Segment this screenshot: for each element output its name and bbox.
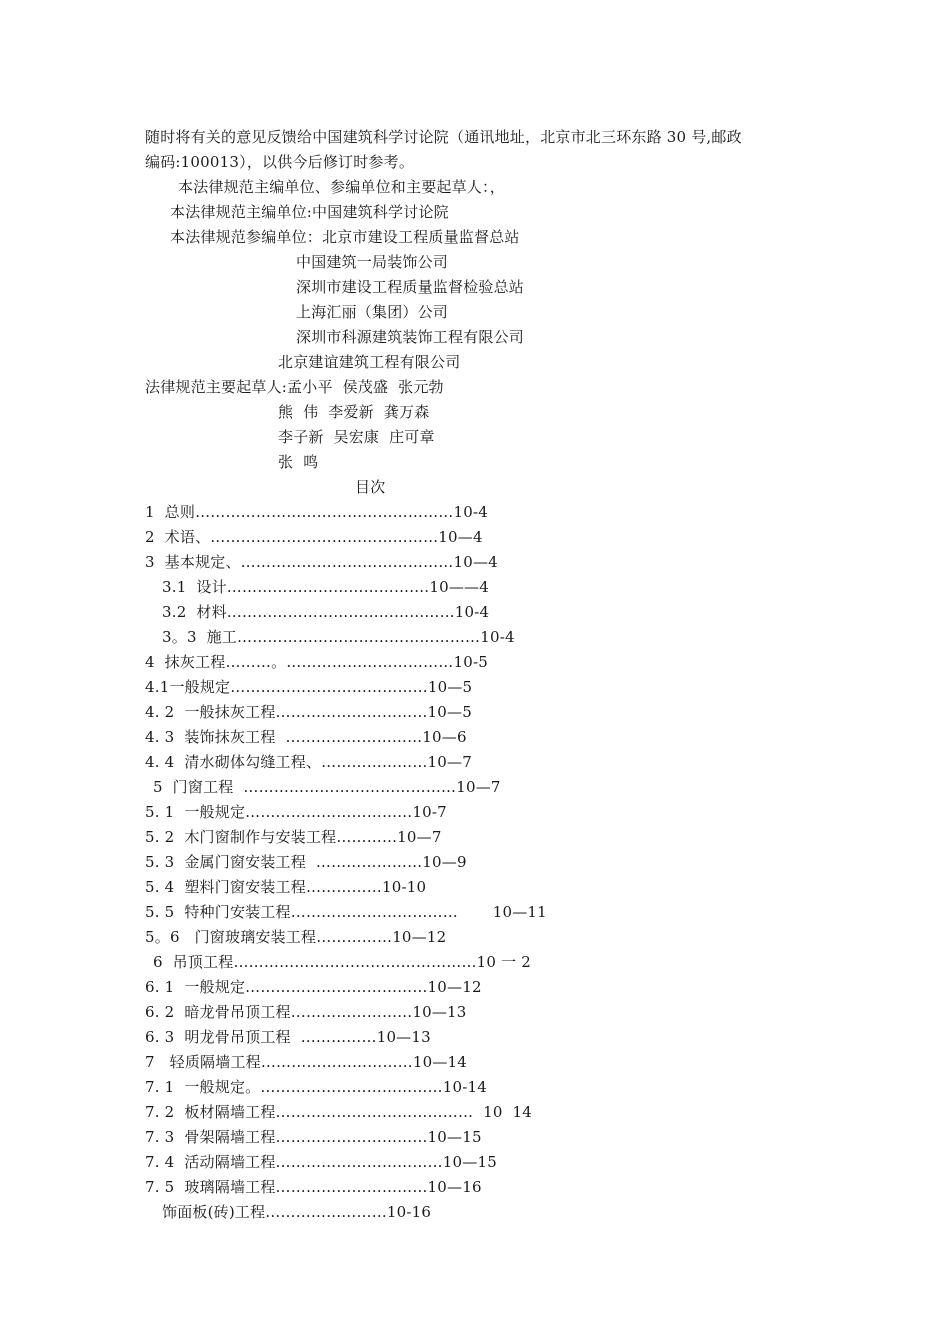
toc-entry: 7. 5 玻璃隔墙工程…………………………10—16 [145,1178,482,1196]
participant-unit-last: 北京建谊建筑工程有限公司 [278,353,461,371]
toc-entry: 4 抹灰工程………。……………………………10-5 [145,653,488,671]
toc-title: 目次 [355,478,386,496]
toc-entry: 6. 3 明龙骨吊顶工程 ……………10—13 [145,1028,431,1046]
intro-line-1: 随时将有关的意见反馈给中国建筑科学讨论院（通讯地址，北京市北三环东路 30 号,邮政 [145,128,742,146]
toc-entry: 6 吊顶工程…………………………………………10 一 2 [153,953,532,971]
toc-entry: 6. 2 暗龙骨吊顶工程……………………10—13 [145,1003,467,1021]
toc-entry: 4. 4 清水砌体勾缝工程、…………………10—7 [145,753,472,771]
toc-entry: 饰面板(砖)工程……………………10-16 [162,1203,432,1221]
toc-entry: 2 术语、………………………………………10—4 [145,528,483,546]
toc-entry: 3.1 设计……………………………….…10——4 [162,578,489,596]
toc-entry: 5. 4 塑料门窗安装工程……………10-10 [145,878,427,896]
toc-entry: 3。3 施工…………………………………………10-4 [162,628,515,646]
toc-entry: 5. 3 金属门窗安装工程 …………………10—9 [145,853,467,871]
drafters-first: 法律规范主要起草人:孟小平 侯茂盛 张元勃 [145,378,444,396]
toc-entry: 5. 2 木门窗制作与安装工程…………10—7 [145,828,442,846]
participant-unit: 深圳市建设工程质量监督检验总站 [296,278,525,296]
toc-entry: 1 总则……………………………………………10-4 [145,503,488,521]
intro-line-2: 编码:100013），以供今后修订时参考。 [145,153,415,171]
toc-entry: 7. 4 活动隔墙工程……………………………10—15 [145,1153,497,1171]
participant-unit: 上海汇丽（集团）公司 [296,303,449,321]
units-heading: 本法律规范主编单位、参编单位和主要起草人：， [178,178,505,196]
toc-entry: 7. 2 板材隔墙工程………………………………… 10 14 [145,1103,533,1121]
toc-entry: 5. 5 特种门安装工程…………………………… 10—11 [145,903,547,921]
toc-entry: 7. 3 骨架隔墙工程…………………………10—15 [145,1128,482,1146]
toc-entry: 7 轻质隔墙工程…………………………10—14 [145,1053,468,1071]
drafters-line: 张 鸣 [278,453,319,471]
participant-unit: 中国建筑一局装饰公司 [296,253,449,271]
toc-entry: 5。6 门窗玻璃安装工程……………10—12 [145,928,447,946]
participant-unit: 深圳市科源建筑装饰工程有限公司 [296,328,525,346]
participant-unit-first: 本法律规范参编单位：北京市建设工程质量监督总站 [170,228,520,246]
toc-entry: 7. 1 一般规定。………………………………10-14 [145,1078,488,1096]
toc-entry: 4. 2 一般抹灰工程…………………………10—5 [145,703,472,721]
toc-entry: 3 基本规定、……………………………………10—4 [145,553,498,571]
toc-entry: 5 门窗工程 ……………………………………10—7 [153,778,501,796]
drafters-line: 熊 伟 李爱新 龚万森 [278,403,430,421]
toc-entry: 3.2 材料………………………………………10-4 [162,603,490,621]
toc-entry: 6. 1 一般规定………………………………10—12 [145,978,482,996]
chief-editor-unit: 本法律规范主编单位:中国建筑科学讨论院 [170,203,449,221]
toc-entry: 5. 1 一般规定……………………………10-7 [145,803,447,821]
toc-entry: 4.1一般规定…………………………………10—5 [145,678,473,696]
toc-entry: 4. 3 装饰抹灰工程 ………………………10—6 [145,728,467,746]
drafters-line: 李子新 吴宏康 庄可章 [278,428,435,446]
